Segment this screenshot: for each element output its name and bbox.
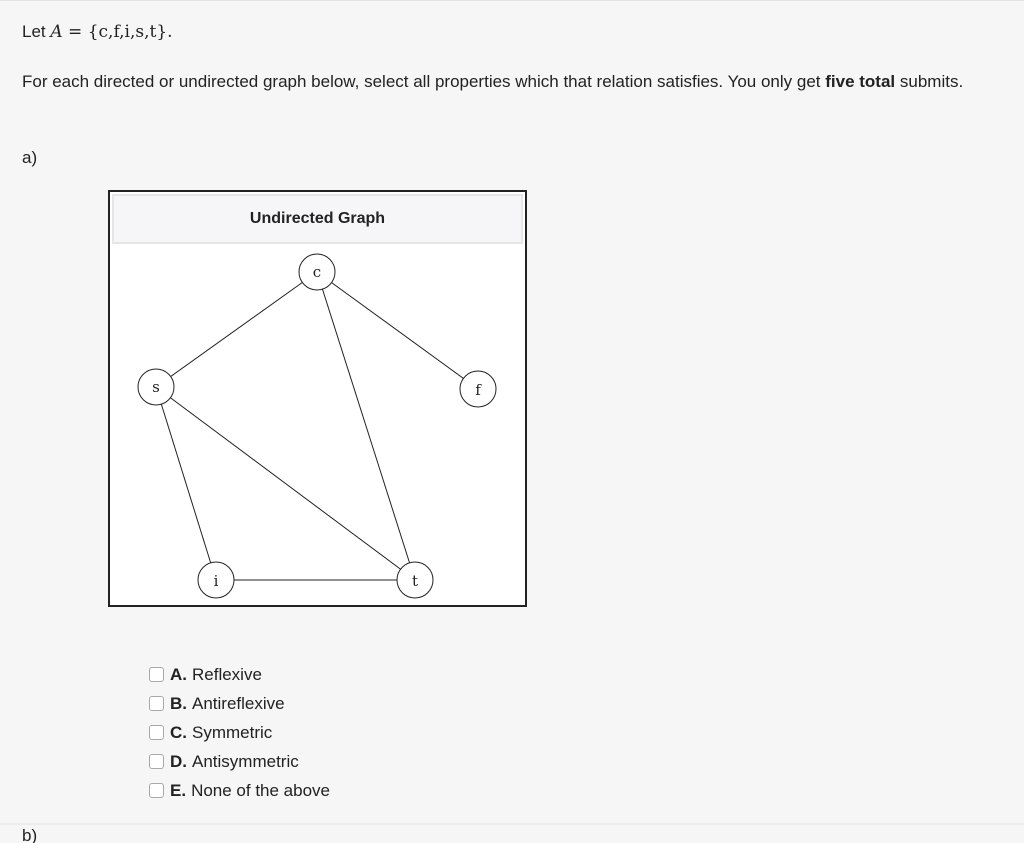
graph-canvas xyxy=(110,192,525,605)
option-antireflexive[interactable] xyxy=(149,689,330,718)
graph-figure xyxy=(108,190,527,607)
node-t-label: t xyxy=(411,572,419,590)
intro-line xyxy=(22,20,173,44)
node-c-label: c xyxy=(312,263,322,281)
instructions-bold: five total xyxy=(825,72,896,91)
edge-c-s xyxy=(156,272,317,387)
edge-s-t xyxy=(156,387,415,580)
options-list xyxy=(149,660,330,805)
equals-sign: = xyxy=(62,22,88,42)
option-d-checkbox[interactable] xyxy=(149,754,164,769)
option-none-of-the-above[interactable] xyxy=(149,776,330,805)
node-s-label: s xyxy=(152,378,160,396)
option-label: None of the above xyxy=(191,780,331,800)
edge-s-i xyxy=(156,387,216,580)
instructions-part-1: For each directed or undirected graph below, select all properties which that relation satisfies. You only get xyxy=(22,72,826,91)
instructions-text xyxy=(22,67,1002,96)
option-reflexive[interactable] xyxy=(149,660,330,689)
option-label: Symmetric xyxy=(192,722,273,742)
option-letter: C. xyxy=(170,722,187,742)
option-label: Reflexive xyxy=(192,664,262,684)
option-symmetric[interactable] xyxy=(149,718,330,747)
instructions-part-2: submits. xyxy=(895,72,964,91)
option-b-checkbox[interactable] xyxy=(149,696,164,711)
intro-prefix: Let xyxy=(22,22,51,41)
graph-title: Undirected Graph xyxy=(112,194,523,244)
option-antisymmetric[interactable] xyxy=(149,747,330,776)
option-a-checkbox[interactable] xyxy=(149,667,164,682)
option-letter: E. xyxy=(170,780,187,800)
set-variable: A xyxy=(50,22,63,42)
part-b-label: b) xyxy=(22,826,38,843)
section-divider xyxy=(0,823,1024,825)
node-i-label: i xyxy=(213,572,219,590)
option-letter: B. xyxy=(170,693,187,713)
option-c-checkbox[interactable] xyxy=(149,725,164,740)
set-elements: {c,f,i,s,t}. xyxy=(87,22,173,42)
part-a-label: a) xyxy=(22,148,38,167)
edge-c-t xyxy=(317,272,415,580)
option-e-checkbox[interactable] xyxy=(149,783,164,798)
node-f-label: f xyxy=(475,381,481,399)
option-label: Antireflexive xyxy=(192,693,285,713)
option-label: Antisymmetric xyxy=(192,751,299,771)
option-letter: D. xyxy=(170,751,187,771)
option-letter: A. xyxy=(170,664,187,684)
edge-c-f xyxy=(317,272,478,389)
